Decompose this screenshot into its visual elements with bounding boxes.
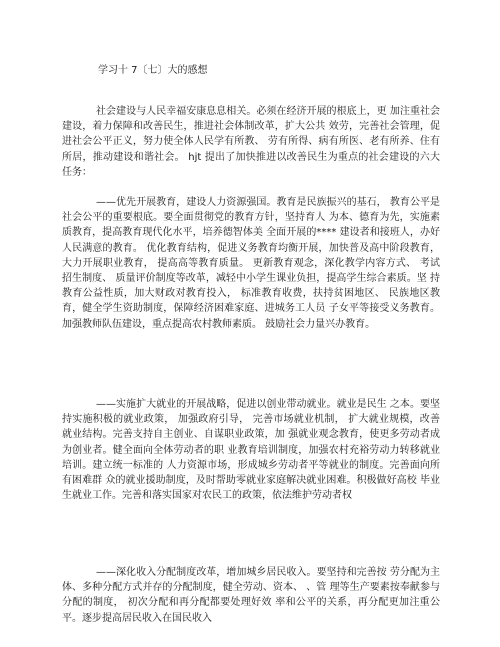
paragraph-education: ——优先开展教育，建设人力资源强国。教育是民族振兴的基石， 教育公平是社会公平的重要根底。要全面贯彻党的教育方针，坚持育人 为本、德育为先，实施素质教育，提高教育现代化水平，培养德智体美 全面开展的**** 建设者和接班人，办好人民满意的教育。 优化教育结构，促进义务教育均衡开展，加快普及高中阶段教育，大力开展职业教育， 提高高等教育质量。 更新教育观念，深化教学内容方式、 考试招生制度、 质量评价制度等改革，减轻中小学生课业负担，提高学生综合素质。坚 持教育公益性质，加大财政对教育投入， 标准教育收费，扶持贫困地区、 民族地区教育，健全学生资助制度，保障经济困难家庭、进城务工人员 子女平等接受义务教育。加强教师队伍建设，重点提高农村教师素质。 鼓励社会力量兴办教育。 xyxy=(62,197,440,330)
paragraph-employment: ——实施扩大就业的开展战略，促进以创业带动就业。就业是民生 之本。要坚持实施积极的就业政策， 加强政府引导， 完善市场就业机制， 扩大就业规模，改善就业结构。完善支持自主创业、自谋职业政策，加 强就业观念教育，使更多劳动者成为创业者。健全面向全体劳动者的职 业教育培训制度，加强农村充裕劳动力转移就业培训。建立统一标准的 人力资源市场，形成城乡劳动者平等就业的制度。完善面向所有困难群 众的就业援助制度，及时帮助零就业家庭解决就业困难。积极做好高校 毕业生就业工作。完善和落实国家对农民工的政策，依法维护劳动者权 xyxy=(62,399,440,502)
paragraph-income: ——深化收入分配制度改革，增加城乡居民收入。要坚持和完善按 劳分配为主体、多种分配方式并存的分配制度，健全劳动、资本、 、管 理等生产要素按奉献参与分配的制度， 初次分配和再分配都要处理好效 率和公平的关系，再分配更加注重公平。逐步提高居民收入在国民收入 xyxy=(62,567,440,624)
document-title: 学习十 7〔七〕大的感想 xyxy=(98,65,208,76)
paragraph-intro: 社会建设与人民幸福安康息息相关。必须在经济开展的根底上，更 加注重社会建设，着力保障和改善民生，推进社会体制改革，扩大公共 效劳，完善社会管理，促进社会公平正义，努力使全体人民学有所教、 劳有所得、病有所医、老有所养、住有所居，推动建设和谐社会。 hjt 提出了加快推进以改善民生为重点的社会建设的六大任务： xyxy=(62,106,440,178)
